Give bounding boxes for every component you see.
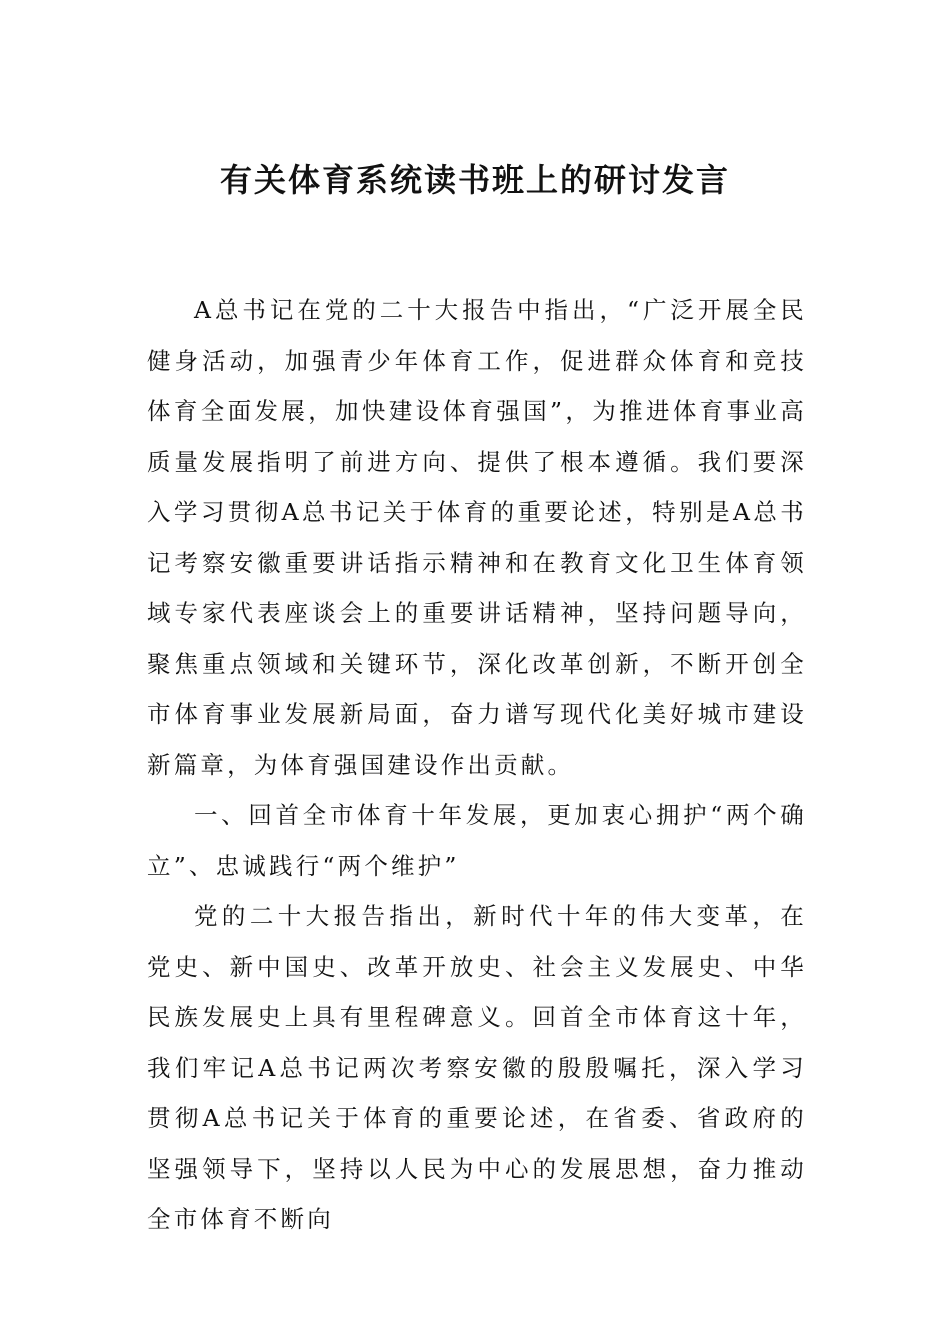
paragraph-section-1: 党的二十大报告指出，新时代十年的伟大变革，在党史、新中国史、改革开放史、社会主义发展史、中华民族发展史上具有里程碑意义。回首全市体育这十年，我们牢记A总书记两次考察安徽的殷殷嘱托，深入学习贯彻A总书记关于体育的重要论述，在省委、省政府的坚强领导下，坚持以人民为中心的发展思想，奋力推动全市体育不断向 [147,902,807,1233]
document-title: 有关体育系统读书班上的研讨发言 [219,161,730,199]
section-heading-1: 一、回首全市体育十年发展，更加衷心拥护“两个确立”、忠诚践行“两个维护” [147,801,807,880]
document-body [147,285,807,1245]
paragraph-intro: A总书记在党的二十大报告中指出，“广泛开展全民健身活动，加强青少年体育工作，促进群众体育和竞技体育全面发展，加快建设体育强国”，为推进体育事业高质量发展指明了前进方向、提供了根本遵循。我们要深入学习贯彻A总书记关于体育的重要论述，特别是A总书记考察安徽重要讲话指示精神和在教育文化卫生体育领域专家代表座谈会上的重要讲话精神，坚持问题导向，聚焦重点领域和关键环节，深化改革创新，不断开创全市体育事业发展新局面，奋力谱写现代化美好城市建设新篇章，为体育强国建设作出贡献。 [147,296,807,779]
